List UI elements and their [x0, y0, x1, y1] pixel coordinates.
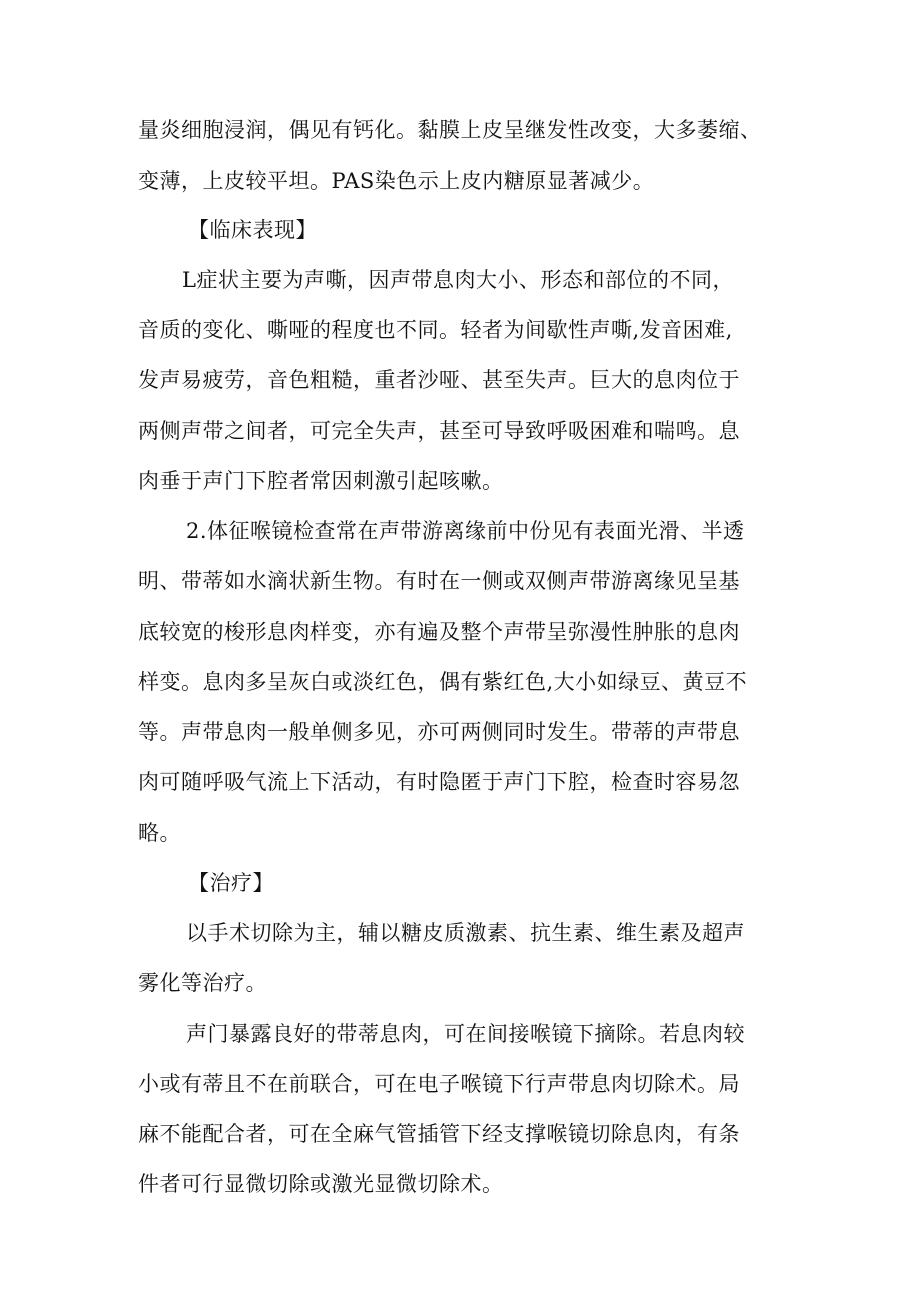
text-line: 略。 — [138, 821, 181, 845]
text-line: 样变。息肉多呈灰白或淡红色，偶有紫红色,大小如绿豆、黄豆不 — [138, 670, 748, 694]
text-line: 底较宽的梭形息肉样变，亦有遍及整个声带呈弥漫性肿胀的息肉 — [138, 620, 740, 644]
text-line: 件者可行显微切除或激光显微切除术。 — [138, 1172, 504, 1196]
section-heading-clinical: 【临床表现】 — [188, 218, 317, 242]
text-line: 小或有蒂且不在前联合，可在电子喉镜下行声带息肉切除术。局 — [138, 1072, 740, 1096]
text-line: 肉垂于声门下腔者常因刺激引起咳嗽。 — [138, 469, 504, 493]
text-line: 明、带蒂如水滴状新生物。有时在一侧或双侧声带游离缘见呈基 — [138, 569, 740, 593]
text-line: 声门暴露良好的带蒂息肉，可在间接喉镜下摘除。若息肉较 — [186, 1022, 745, 1046]
text-line: 等。声带息肉一般单侧多见，亦可两侧同时发生。带蒂的声带息 — [138, 720, 740, 744]
text-line: 量炎细胞浸润，偶见有钙化。黏膜上皮呈继发性改变，大多萎缩、 — [138, 118, 762, 142]
text-line: 变薄，上皮较平坦。PAS染色示上皮内糖原显著减少。 — [138, 169, 655, 193]
text-line: L症状主要为声嘶，因声带息肉大小、形态和部位的不同， — [182, 268, 734, 292]
section-heading-treatment: 【治疗】 — [188, 871, 274, 895]
text-line: 以手术切除为主，辅以糖皮质激素、抗生素、维生素及超声 — [186, 921, 745, 945]
text-line: 雾化等治疗。 — [138, 971, 267, 995]
text-line: 麻不能配合者，可在全麻气管插管下经支撑喉镜切除息肉，有条 — [138, 1122, 740, 1146]
text-line: 2.体征喉镜检查常在声带游离缘前中份见有表面光滑、半透 — [186, 519, 745, 543]
text-line: 肉可随呼吸气流上下活动，有时隐匿于声门下腔，检查时容易忽 — [138, 770, 740, 794]
text-line: 发声易疲劳，音色粗糙，重者沙哑、甚至失声。巨大的息肉位于 — [138, 368, 740, 392]
text-line: 两侧声带之间者，可完全失声，甚至可导致呼吸困难和喘鸣。息 — [138, 419, 740, 443]
text-line: 音质的变化、嘶哑的程度也不同。轻者为间歇性声嘶,发音困难, — [138, 318, 733, 342]
